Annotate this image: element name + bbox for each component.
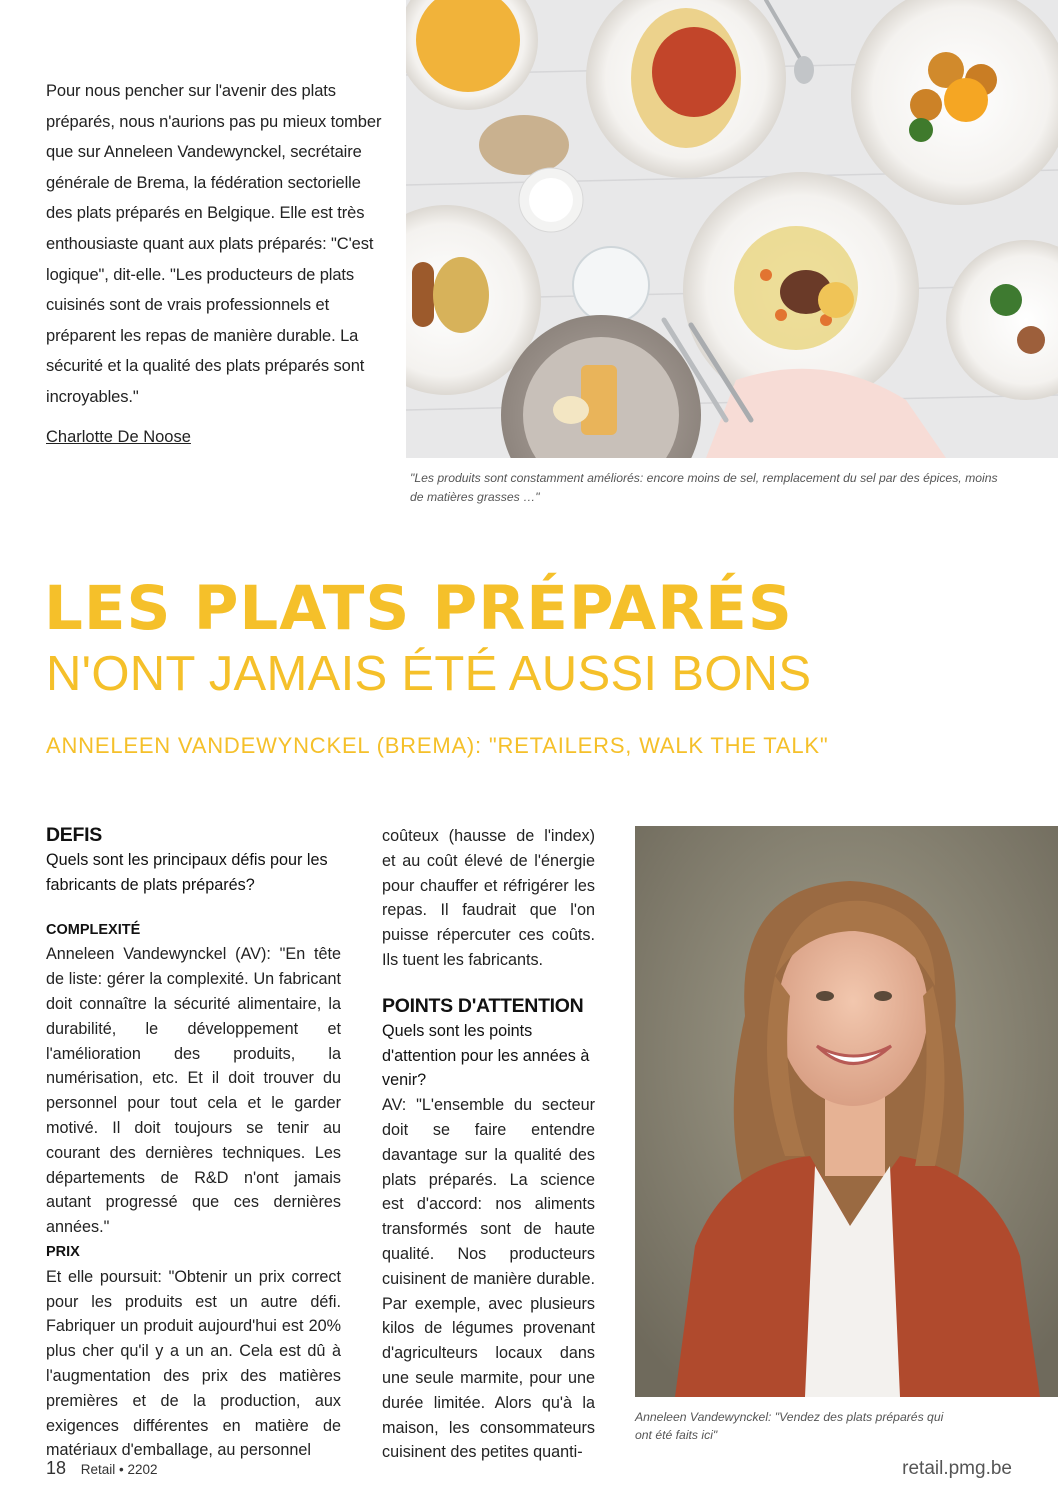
question-points-attention: Quels sont les points d'attention pour les années à venir? bbox=[382, 1021, 590, 1090]
section-heading-points-attention: POINTS D'ATTENTION bbox=[382, 994, 584, 1017]
portrait-caption: Anneleen Vandewynckel: "Vendez des plats préparés qui ont été faits ici" bbox=[635, 1410, 944, 1442]
subheading-complexite: COMPLEXITÉ bbox=[46, 921, 141, 938]
paragraph-complexite: Anneleen Vandewynckel (AV): "En tête de liste: gérer la complexité. Un fabricant doit connaître la sécurité alimentaire, la durabilité, le développement et l'amélioration des produits, la numérisation, etc. Et il doit trouver du personnel pour tout cela et le garder motivé. Il doit toujours se tenir au courant des dernières techniques. Les départements de R&D n'ont jamais autant progressé que ces dernières années." bbox=[46, 945, 341, 1237]
section-heading-defis: DEFIS bbox=[46, 824, 102, 846]
paragraph-prix: Et elle poursuit: "Obtenir un prix correct pour les produits est un autre défi. Fabriquer un produit aujourd'hui est 20% plus cher qu'il y a un an. Cela est dû à l'augmentation des prix des matières premières et de la production, aux exigences différentes en matière de matériaux d'emballage, au personnel bbox=[46, 1267, 341, 1460]
footer-website-link[interactable]: retail.pmg.be bbox=[902, 1458, 1012, 1479]
portrait-photo bbox=[635, 826, 1058, 1397]
article-column-1 bbox=[46, 822, 341, 1463]
footer-page-info bbox=[46, 1458, 158, 1479]
food-photo bbox=[406, 0, 1058, 458]
author-link[interactable]: Charlotte De Noose bbox=[46, 428, 191, 446]
subheading-prix: PRIX bbox=[46, 1243, 80, 1260]
page-title: LES PLATS PRÉPARÉS bbox=[44, 573, 793, 644]
paragraph-couts: coûteux (hausse de l'index) et au coût élevé de l'énergie pour chauffer et réfrigérer les repas. Il faudrait que l'on puisse répercuter ces coûts. Ils tuent les fabricants. bbox=[382, 827, 595, 969]
article-column-2 bbox=[382, 824, 595, 1465]
magazine-issue: Retail • 2202 bbox=[80, 1462, 158, 1477]
food-photo-caption: "Les produits sont constamment améliorés: encore moins de sel, remplacement du sel par des épices, moins de matières grasses …" bbox=[410, 471, 998, 504]
page-number: 18 bbox=[46, 1458, 67, 1478]
page-tagline: ANNELEEN VANDEWYNCKEL (BREMA): "RETAILERS, WALK THE TALK" bbox=[46, 733, 829, 758]
question-defis: Quels sont les principaux défis pour les fabricants de plats préparés? bbox=[46, 851, 328, 894]
intro-paragraph: Pour nous pencher sur l'avenir des plats préparés, nous n'aurions pas pu mieux tomber que sur Anneleen Vandewynckel, secrétaire générale de Brema, la fédération sectorielle des plats préparés en Belgique. Elle est très enthousiaste quant aux plats préparés: "C'est logique", dit-elle. "Les producteurs de plats cuisinés sont de vrais professionnels et préparent les repas de manière durable. La sécurité et la qualité des plats préparés sont incroyables." bbox=[46, 82, 382, 406]
page-subtitle: N'ONT JAMAIS ÉTÉ AUSSI BONS bbox=[46, 647, 812, 701]
paragraph-secteur: AV: "L'ensemble du secteur doit se faire entendre davantage sur la qualité des plats préparés. La science est d'accord: nos aliments transformés sont de haute qualité. Nos producteurs cuisinent de manière durable. Par exemple, avec plusieurs kilos de légumes provenant d'agriculteurs locaux dans une seule marmite, pour une durée limitée. Alors qu'à la maison, les consommateurs cuisinent des petites quanti- bbox=[382, 1096, 595, 1462]
